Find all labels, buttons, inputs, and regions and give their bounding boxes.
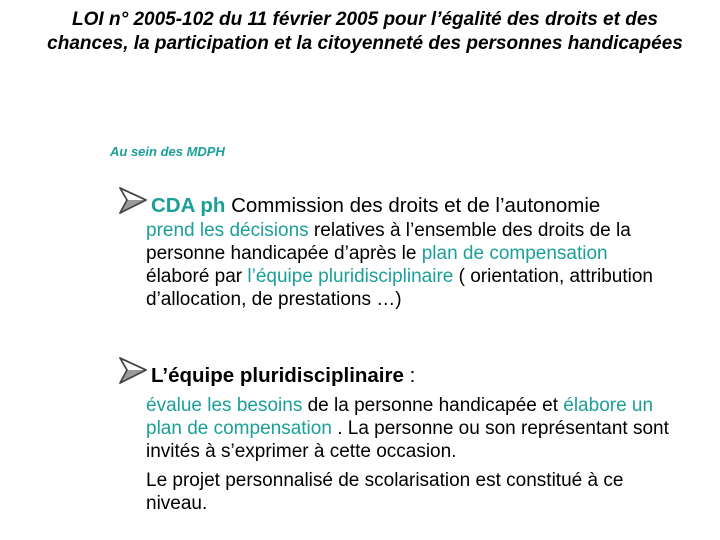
equipe-paragraph-1 bbox=[146, 394, 676, 463]
cda-text-2: élaboré par bbox=[146, 266, 248, 287]
equipe-text-2: . La personne ou son représentant sont invités à s’exprimer à cette occasion. bbox=[146, 418, 669, 462]
equipe-highlight-besoins: évalue les besoins bbox=[146, 395, 303, 416]
arrow-bullet-icon bbox=[118, 356, 148, 386]
cda-full-name: Commission des droits et de l’autonomie bbox=[225, 194, 601, 217]
equipe-heading-colon: : bbox=[403, 364, 416, 387]
slide-title: LOI n° 2005-102 du 11 février 2005 pour l’égalité des droits et des chances, la participation et la citoyenneté des personnes handicapées bbox=[47, 9, 683, 54]
equipe-highlight-plan: élabore un plan de compensation bbox=[146, 395, 654, 439]
equipe-description bbox=[146, 394, 676, 515]
cda-text-1: relatives à l’ensemble des droits de la personne handicapée d’après le bbox=[146, 220, 631, 264]
equipe-text-1: de la personne handicapée et bbox=[302, 395, 564, 416]
cda-acronym: CDA ph bbox=[151, 194, 226, 217]
equipe-heading bbox=[151, 364, 415, 388]
cda-description bbox=[146, 219, 676, 311]
equipe-paragraph-2: Le projet personnalisé de scolarisation est constitué à ce niveau. bbox=[146, 470, 624, 514]
section-label: Au sein des MDPH bbox=[110, 144, 225, 159]
cda-highlight-plan: plan de compensation bbox=[421, 243, 608, 264]
cda-heading bbox=[151, 194, 600, 218]
arrow-bullet-icon bbox=[118, 186, 148, 216]
cda-highlight-equipe: l’équipe pluridisciplinaire bbox=[247, 266, 454, 287]
cda-highlight-decisions: prend les décisions bbox=[146, 220, 309, 241]
cda-text-3: ( orientation, attribution d’allocation, de prestations …) bbox=[146, 266, 653, 310]
equipe-heading-text: L’équipe pluridisciplinaire bbox=[151, 364, 404, 387]
